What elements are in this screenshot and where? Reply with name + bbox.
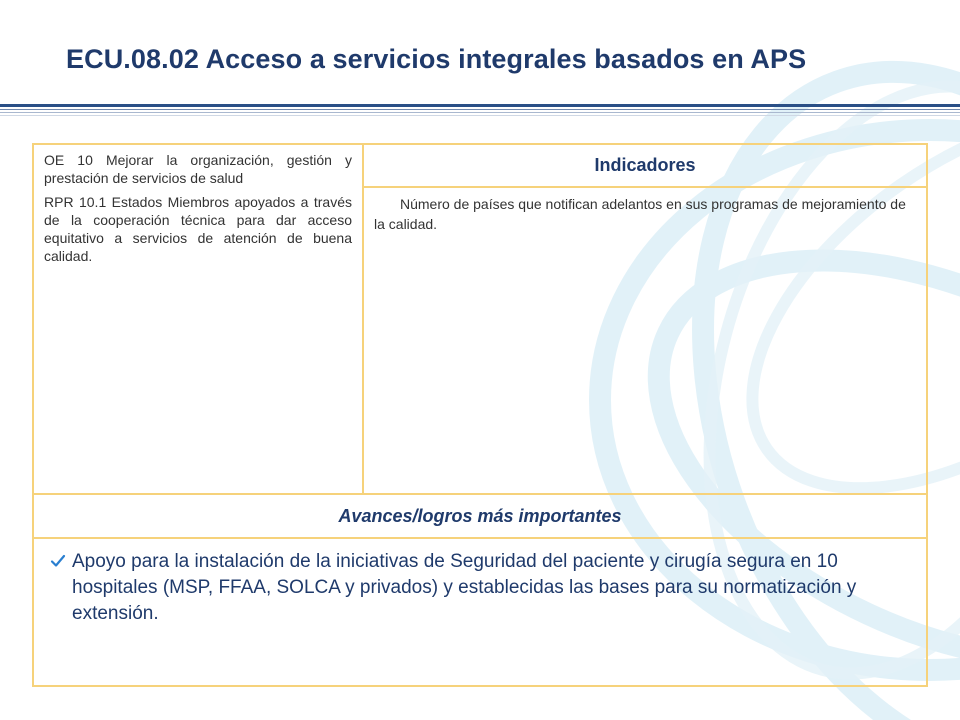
indicator-text: Número de países que notifican adelantos en sus programas de mejoramiento de la calidad. — [374, 196, 906, 232]
title-divider-line — [0, 115, 960, 116]
progress-header-cell — [32, 493, 928, 539]
achievement-text: Apoyo para la instalación de la iniciativas de Seguridad del paciente y cirugía segura en 10 hospitales (MSP, FFAA, SOLCA y privados) y establecidas las bases para su normatización y extensión. — [72, 551, 857, 624]
title-divider-line — [0, 109, 960, 110]
slide-title: ECU.08.02 Acceso a servicios integrales basados en APS — [66, 44, 807, 74]
indicators-header: Indicadores — [594, 155, 696, 175]
strategic-objective-text: OE 10 Mejorar la organización, gestión y prestación de servicios de salud — [44, 152, 352, 186]
checkmark-icon — [50, 553, 66, 569]
objective-cell — [32, 143, 364, 495]
title-divider-line — [0, 104, 960, 107]
expected-result-text: RPR 10.1 Estados Miembros apoyados a través de la cooperación técnica para dar acceso equitativo a servicios de atención de buena calidad. — [44, 194, 352, 264]
title-divider-line — [0, 112, 960, 113]
indicators-header-cell — [362, 143, 928, 188]
progress-header: Avances/logros más importantes — [338, 505, 622, 526]
indicator-cell — [362, 186, 928, 495]
achievement-item — [50, 549, 910, 627]
results-table — [32, 143, 928, 687]
achievements-cell — [32, 537, 928, 687]
